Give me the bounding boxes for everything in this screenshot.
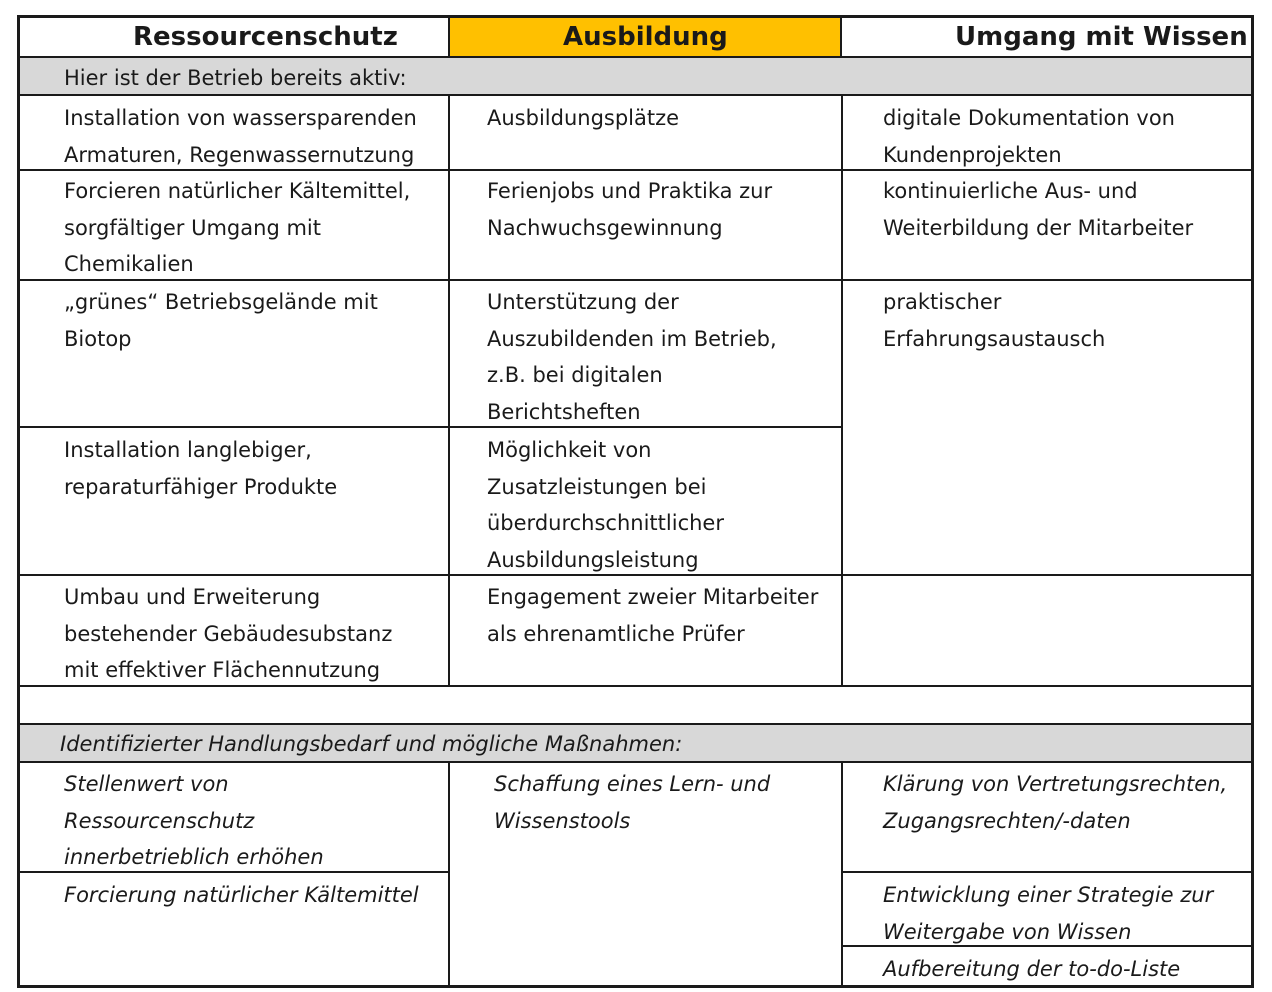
table-cell: Installation von wassersparenden Armaturen, Regenwassernutzung [64, 106, 417, 167]
rule [841, 871, 1252, 873]
table-cell: Unterstützung der Auszubildenden im Betrieb, z.B. bei digitalen Berichtsheften [487, 290, 777, 424]
column-header-ausbildung: Ausbildung [563, 22, 728, 52]
table-cell: „grünes“ Betriebsgelände mit Biotop [64, 290, 378, 351]
table-cell: kontinuierliche Aus- und Weiterbildung der Mitarbeiter [883, 179, 1194, 240]
frame-left [17, 15, 20, 988]
table-cell: Aufbereitung der to-do-Liste [883, 957, 1181, 981]
frame-top [17, 15, 1254, 18]
column-header-ressourcenschutz: Ressourcenschutz [133, 22, 398, 52]
table-cell: Installation langlebiger, reparaturfähiger Produkte [64, 438, 338, 499]
table-cell: Entwicklung einer Strategie zur Weitergabe von Wissen [883, 883, 1214, 944]
table-cell: Möglichkeit von Zusatzleistungen bei überdurchschnittlicher Ausbildungsleistung [487, 438, 724, 572]
column-divider [841, 762, 843, 986]
table-cell: Stellenwert von Ressourcenschutz innerbetrieblich erhöhen [64, 772, 324, 869]
table-cell: Schaffung eines Lern- und Wissenstools [494, 772, 771, 833]
column-divider [448, 762, 450, 986]
table-cell: Klärung von Vertretungsrechten, Zugangsrechten/-daten [883, 772, 1228, 833]
frame-right [1251, 15, 1254, 988]
table-cell: digitale Dokumentation von Kundenprojekten [883, 106, 1175, 167]
column-divider [448, 95, 450, 685]
column-header-umgang-mit-wissen: Umgang mit Wissen [955, 22, 1248, 52]
table-cell: Umbau und Erweiterung bestehender Gebäudesubstanz mit effektiver Flächennutzung [64, 585, 393, 682]
rule [18, 723, 1252, 725]
column-divider [448, 16, 450, 58]
rule [18, 94, 1252, 96]
table-cell: Ferienjobs und Praktika zur Nachwuchsgewinnung [487, 179, 773, 240]
column-divider [840, 16, 842, 58]
table-cell: Engagement zweier Mitarbeiter als ehrenamtliche Prüfer [487, 585, 819, 646]
table-cell: Forcieren natürlicher Kältemittel, sorgfältiger Umgang mit Chemikalien [64, 179, 411, 276]
rule [18, 761, 1252, 763]
rule [18, 56, 1252, 58]
table-cell: Forcierung natürlicher Kältemittel [64, 883, 419, 907]
section-title-active: Hier ist der Betrieb bereits aktiv: [64, 66, 407, 90]
section-title-measures: Identifizierter Handlungsbedarf und mögliche Maßnahmen: [60, 732, 683, 756]
column-divider [841, 95, 843, 685]
table-cell: Ausbildungsplätze [487, 106, 680, 130]
table-cell: praktischer Erfahrungsaustausch [883, 290, 1106, 351]
